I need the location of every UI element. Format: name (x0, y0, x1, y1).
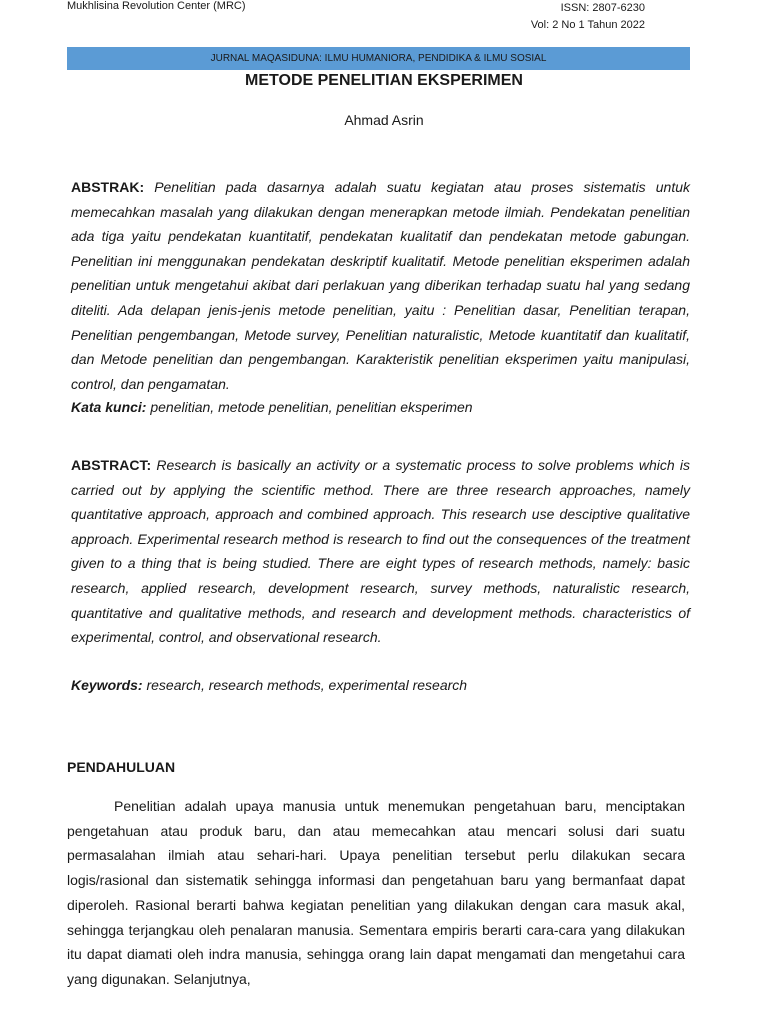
abstract-label: ABSTRACT: (71, 457, 152, 473)
author-name: Ahmad Asrin (344, 112, 424, 128)
abstrak-label: ABSTRAK: (71, 179, 145, 195)
abstrak-paragraph (71, 175, 690, 396)
section-heading: PENDAHULUAN (67, 759, 176, 775)
kata-kunci (71, 399, 473, 415)
abstrak-text: Penelitian pada dasarnya adalah suatu kegiatan atau proses sistematis untuk memecahkan masalah yang dilakukan dengan menerapkan metode ilmiah. Pendekatan penelitian ada tiga yaitu pendekatan kuantitatif, pendekatan kualitatif dan pendekatan metode gabungan. Penelitian ini menggunakan pendekatan deskriptif kualitatif. Metode penelitian eksperimen adalah penelitian untuk mengetahui akibat dari perlakuan yang diberikan terhadap suatu hal yang sedang diteliti. Ada delapan jenis-jenis metode penelitian, yaitu : Penelitian dasar, Penelitian terapan, Penelitian pengembangan, Metode survey, Penelitian naturalistic, Metode kuantitatif dan kualitatif, dan Metode penelitian dan pengembangan. Karakteristik penelitian eksperimen yaitu manipulasi, control, dan pengamatan. (71, 179, 690, 392)
keywords (71, 677, 467, 693)
paper-title: METODE PENELITIAN EKSPERIMEN (245, 72, 523, 89)
kata-kunci-text: penelitian, metode penelitian, penelitian eksperimen (150, 399, 473, 415)
journal-banner: JURNAL MAQASIDUNA: ILMU HUMANIORA, PENDIDIKA & ILMU SOSIAL (67, 47, 690, 70)
kata-kunci-label: Kata kunci: (71, 399, 147, 415)
publisher-name: Mukhlisina Revolution Center (MRC) (67, 0, 246, 12)
keywords-text: research, research methods, experimental research (146, 677, 468, 693)
abstract-paragraph (71, 453, 690, 650)
volume-info: Vol: 2 No 1 Tahun 2022 (530, 19, 645, 31)
intro-paragraph: Penelitian adalah upaya manusia untuk menemukan pengetahuan baru, menciptakan pengetahuan atau produk baru, dan atau memecahkan atau mencari solusi dari suatu permasalahan ilmiah atau sehari-hari. Upaya penelitian tersebut perlu dilakukan secara logis/rasional dan sistematik sehingga informasi dan pengetahuan baru yang bermanfaat dapat diperoleh. Rasional berarti bahwa kegiatan penelitian yang dilakukan dengan cara masuk akal, sehingga terjangkau oleh penalaran manusia. Sementara empiris berarti cara-cara yang dilakukan itu dapat diamati oleh indra manusia, sehingga orang lain dapat mengamati dan mengetahui cara yang digunakan. Selanjutnya, (67, 798, 685, 987)
abstract-text: Research is basically an activity or a systematic process to solve problems which is carried out by applying the scientific method. There are three research approaches, namely quantitative approach, approach and combined approach. This research use desciptive qualitative approach. Experimental research method is research to find out the consequences of the treatment given to a thing that is being studied. There are eight types of research methods, namely: basic research, applied research, development research, survey methods, naturalistic research, quantitative and qualitative methods, and research and development methods. characteristics of experimental, control, and observational research. (71, 457, 690, 646)
keywords-label: Keywords: (71, 677, 143, 693)
journal-meta (531, 0, 645, 34)
issn: ISSN: 2807-6230 (560, 2, 645, 14)
